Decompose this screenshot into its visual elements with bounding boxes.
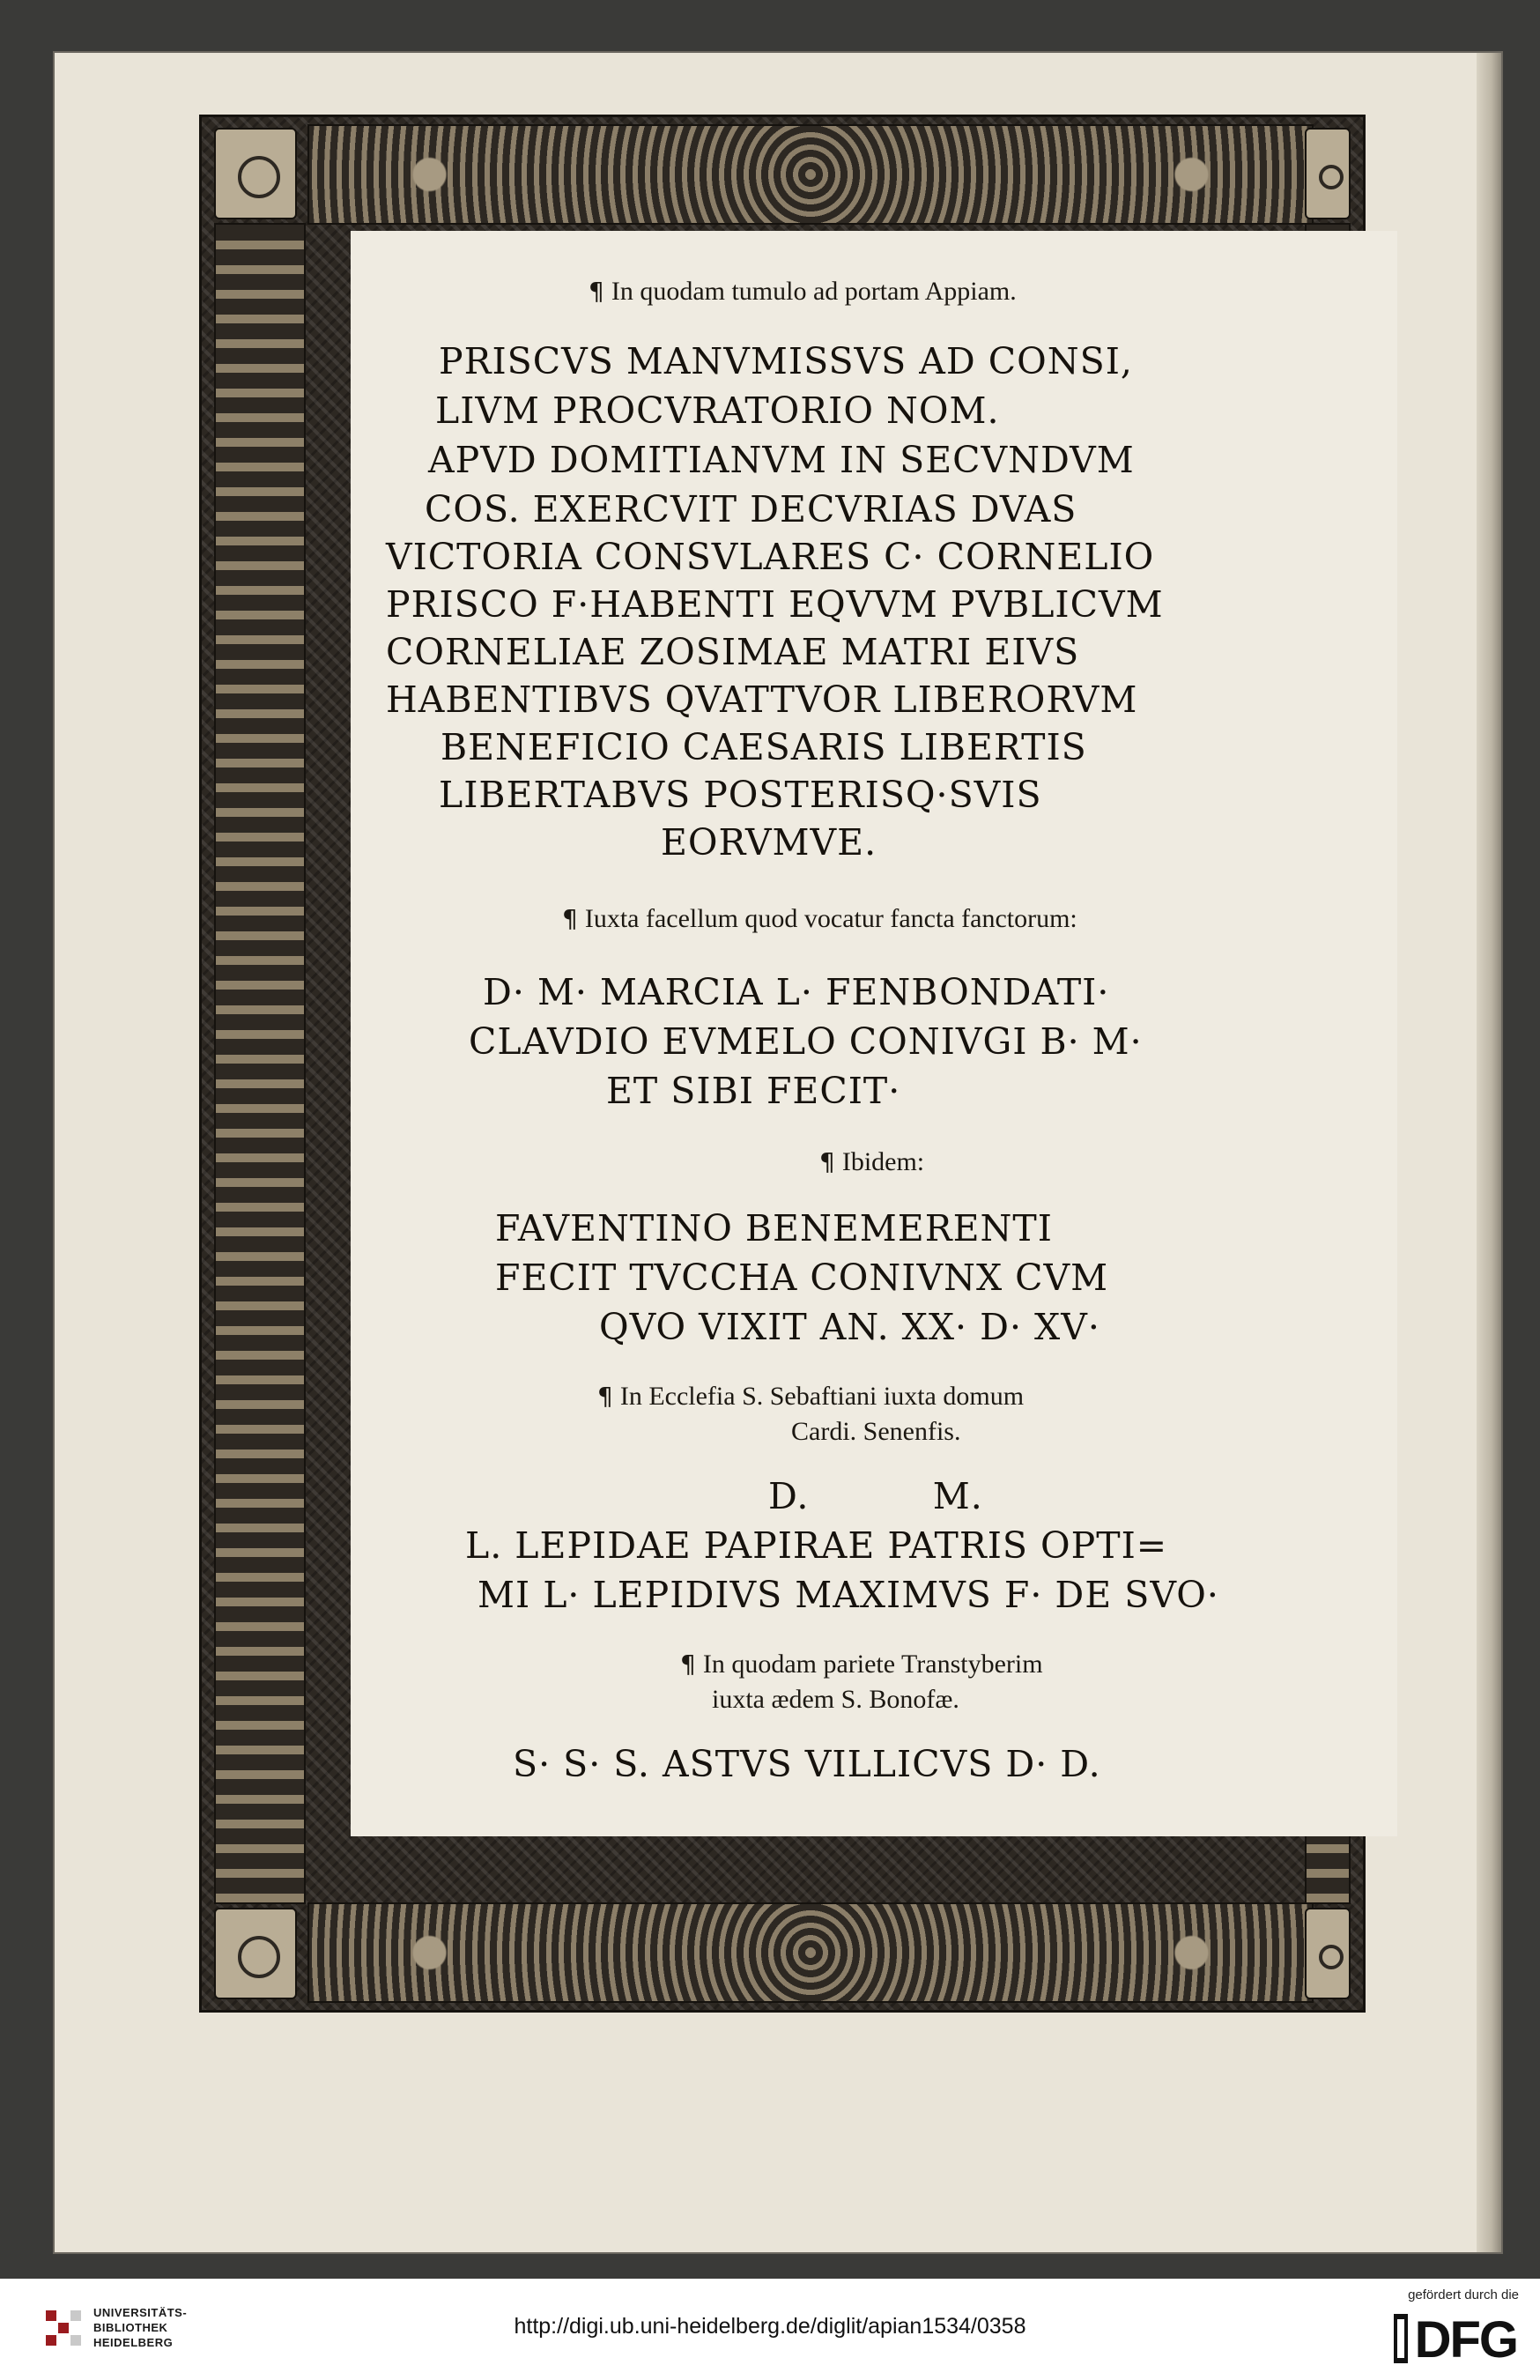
inscription-line: CORNELIAE ZOSIMAE MATRI EIVS — [386, 631, 1080, 673]
frame-left-pillar — [214, 223, 306, 1904]
inscription-line: PRISCVS MANVMISSVS AD CONSI, — [439, 340, 1133, 382]
frame-corner-ornament — [1305, 1908, 1351, 1999]
section-intro: ¶ In quodam pariete Transtyberim — [680, 1650, 1043, 1679]
inscription-line: EORVMVE. — [661, 821, 877, 864]
inscription-line: FAVENTINO BENEMERENTI — [495, 1207, 1053, 1249]
inscription-line: APVD DOMITIANVM IN SECVNDVM — [428, 439, 1135, 481]
section-intro: ¶ Ibidem: — [819, 1147, 925, 1176]
inscription-line: MI L· LEPIDIVS MAXIMVS F· DE SVO· — [478, 1574, 1219, 1616]
inscription-line: ET SIBI FECIT· — [606, 1070, 901, 1112]
inscription-line: FECIT TVCCHA CONIVNX CVM — [495, 1257, 1109, 1299]
section-intro: ¶ Iuxta facellum quod vocatur fancta fanctorum: — [562, 904, 1077, 933]
frame-top-ornament — [307, 124, 1314, 225]
inscription-line: BENEFICIO CAESARIS LIBERTIS — [441, 726, 1087, 768]
section-intro: ¶ In Ecclefia S. Sebaftiani iuxta domum — [597, 1382, 1025, 1411]
inscription-line: VICTORIA CONSVLARES C· CORNELIO — [386, 536, 1155, 578]
pilcrow-mark: ¶ — [597, 1382, 613, 1411]
permalink-url[interactable]: http://digi.ub.uni-heidelberg.de/diglit/apian1534/0358 — [514, 2314, 1026, 2339]
inscription-line: D· M· MARCIA L· FENBONDATI· — [483, 971, 1110, 1013]
inscription-line: COS. EXERCVIT DECVRIAS DVAS — [425, 488, 1077, 530]
frame-corner-ornament — [214, 128, 297, 219]
frame-corner-ornament — [214, 1908, 297, 1999]
frame-bottom-ornament — [307, 1902, 1314, 2003]
funding-note: gefördert durch die — [1408, 2287, 1519, 2302]
viewer-footer — [0, 2279, 1540, 2380]
dfg-logo-mark-icon — [1394, 2314, 1408, 2363]
inscription-line: L. LEPIDAE PAPIRAE PATRIS OPTI= — [465, 1524, 1168, 1567]
inscription-line: QVO VIXIT AN. XX· D· XV· — [599, 1306, 1100, 1348]
inscription-line: LIVM PROCVRATORIO NOM. — [435, 389, 1000, 432]
pilcrow-mark: ¶ — [819, 1147, 835, 1176]
inscription-line: PRISCO F·HABENTI EQVVM PVBLICVM — [386, 583, 1164, 626]
inscription-line: CLAVDIO EVMELO CONIVGI B· M· — [469, 1020, 1143, 1063]
section-intro: ¶ In quodam tumulo ad portam Appiam. — [589, 277, 1017, 306]
text-panel — [351, 231, 1397, 1836]
pilcrow-mark: ¶ — [589, 277, 604, 306]
section-intro-continued: iuxta ædem S. Bonofæ. — [712, 1685, 959, 1714]
section-intro-continued: Cardi. Senenfis. — [791, 1417, 961, 1446]
university-library-name: UNIVERSITÄTS- BIBLIOTHEK HEIDELBERG — [93, 2306, 188, 2349]
pilcrow-mark: ¶ — [680, 1650, 696, 1679]
inscription-line: HABENTIBVS QVATTVOR LIBERORVM — [386, 678, 1138, 721]
page-edge — [1477, 53, 1501, 2252]
inscription-line: D. M. — [768, 1475, 983, 1517]
pilcrow-mark: ¶ — [562, 904, 578, 933]
inscription-line: S· S· S. ASTVS VILLICVS D· D. — [513, 1743, 1101, 1785]
inscription-line: LIBERTABVS POSTERISQ·SVIS — [439, 774, 1042, 816]
frame-corner-ornament — [1305, 128, 1351, 219]
dfg-logo: DFG — [1414, 2311, 1517, 2369]
